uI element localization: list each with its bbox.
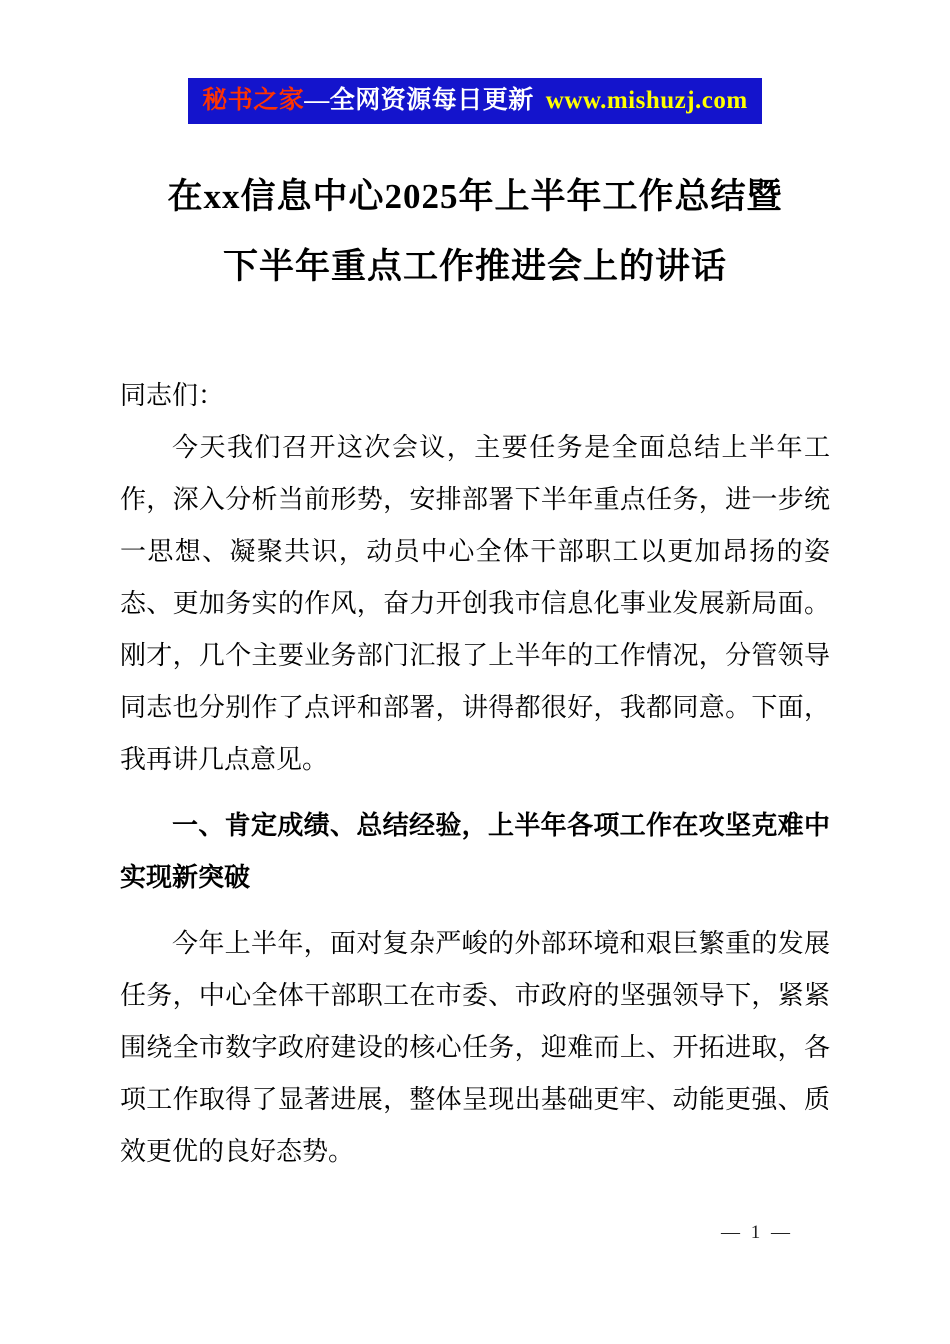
document-title [0,162,950,302]
brand-name: 秘书之家 [202,87,305,114]
header-banner-row [0,0,950,124]
document-body [120,370,830,1178]
title-line-1: 在xx信息中心2025年上半年工作总结暨 [167,177,783,216]
page-number: — 1 — [721,1222,793,1243]
header-tagline: —全网资源每日更新 [304,87,534,114]
salutation: 同志们： [120,381,225,410]
paragraph-1: 今天我们召开这次会议，主要任务是全面总结上半年工作，深入分析当前形势，安排部署下半年重点任务，进一步统一思想、凝聚共识，动员中心全体干部职工以更加昂扬的姿态、更加务实的作风，奋力开创我市信息化事业发展新局面。刚才，几个主要业务部门汇报了上半年的工作情况，分管领导同志也分别作了点评和部署，讲得都很好，我都同意。下面，我再讲几点意见。 [120,433,830,774]
site-url-link[interactable]: www.mishuzj.com [545,87,748,114]
paragraph-2: 今年上半年，面对复杂严峻的外部环境和艰巨繁重的发展任务，中心全体干部职工在市委、市政府的坚强领导下，紧紧围绕全市数字政府建设的核心任务，迎难而上、开拓进取，各项工作取得了显著进展，整体呈现出基础更牢、动能更强、质效更优的良好态势。 [120,929,830,1166]
section-heading-1: 一、肯定成绩、总结经验，上半年各项工作在攻坚克难中实现新突破 [120,811,830,892]
header-banner [188,78,761,124]
title-line-2: 下半年重点工作推进会上的讲话 [222,247,727,286]
